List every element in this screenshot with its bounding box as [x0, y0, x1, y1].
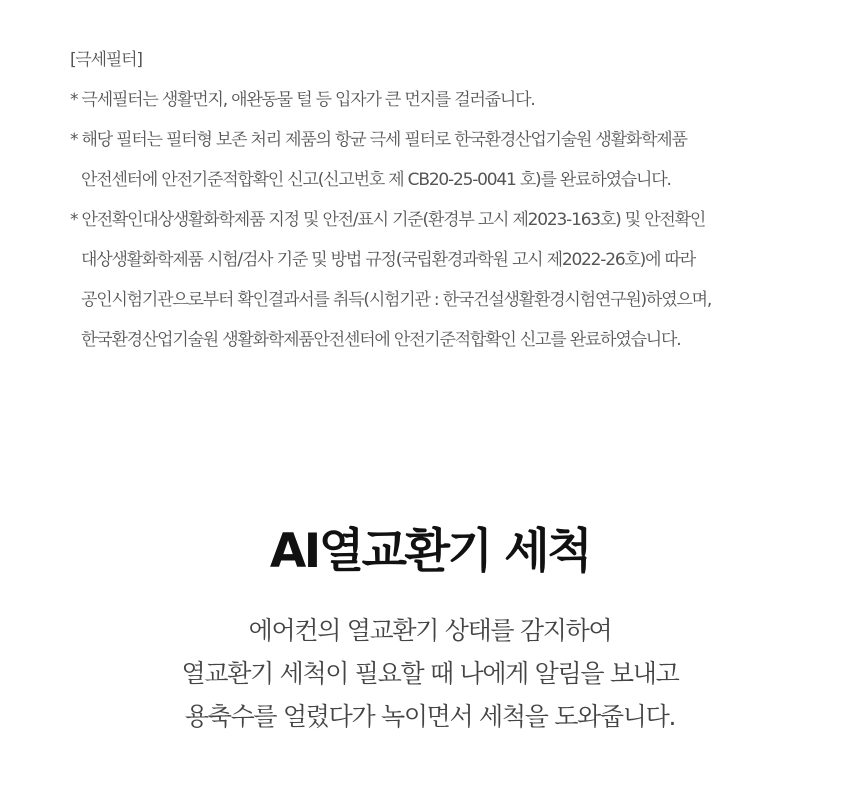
notice-line: * 극세필터는 생활먼지, 애완동물 털 등 입자가 큰 먼지를 걸러줍니다.: [70, 90, 535, 110]
feature-description-line: 용축수를 얼렸다가 녹이면서 세척을 도와줍니다.: [184, 702, 676, 731]
notice-line: * 안전확인대상생활화학제품 지정 및 안전/표시 기준(환경부 고시 제2023-163호) 및 안전확인: [70, 210, 706, 230]
notice-line: 안전센터에 안전기준적합확인 신고(신고번호 제 CB20-25-0041 호)를 완료하였습니다.: [81, 170, 671, 190]
feature-title: AI열교환기 세척: [269, 524, 591, 579]
feature-section: [0, 512, 860, 738]
notice-line: 대상생활화학제품 시험/검사 기준 및 방법 규정(국립환경과학원 고시 제2022-26호)에 따라: [81, 250, 695, 270]
feature-description-line: 에어컨의 열교환기 상태를 감지하여: [248, 616, 612, 645]
feature-description-line: 열교환기 세척이 필요할 때 나에게 알림을 보내고: [181, 659, 679, 688]
notice-line: * 해당 필터는 필터형 보존 처리 제품의 항균 극세 필터로 한국환경산업기술원 생활화학제품: [70, 130, 687, 150]
notice-line: 공인시험기관으로부터 확인결과서를 취득(시험기관 : 한국건설생활환경시험연구원)하였으며,: [81, 290, 712, 310]
feature-description: [0, 609, 860, 738]
notice-heading: [극세필터]: [70, 50, 142, 70]
notice-line: 한국환경산업기술원 생활화학제품안전센터에 안전기준적합확인 신고를 완료하였습니다.: [81, 330, 681, 350]
filter-notice: [70, 40, 810, 360]
